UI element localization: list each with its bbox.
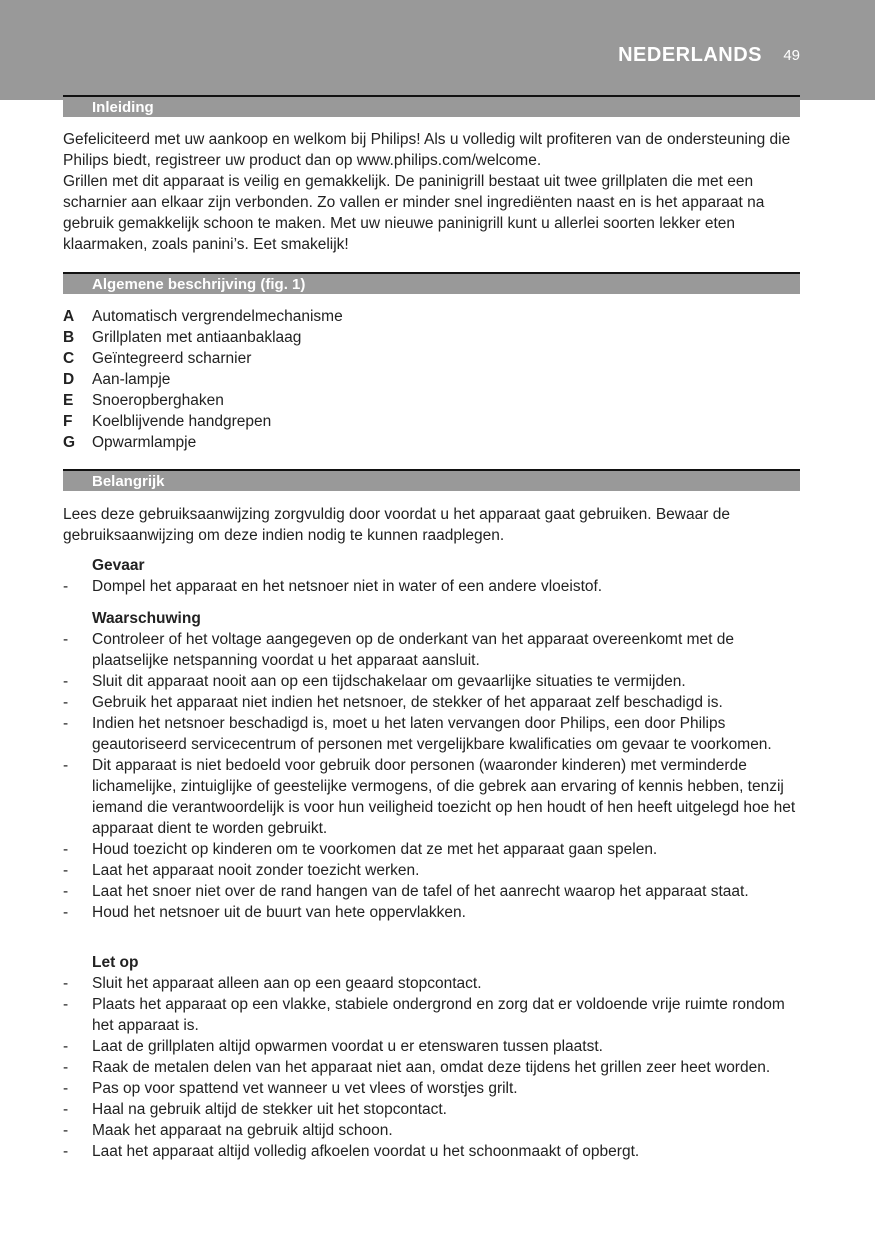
parts-list-text: Grillplaten met antiaanbaklaag <box>92 329 302 346</box>
parts-list-item <box>63 390 803 411</box>
bullet-dash: - <box>63 1080 69 1097</box>
section-heading-intro: Inleiding <box>63 95 800 117</box>
bullet-dash: - <box>63 631 69 648</box>
caution-heading: Let op <box>92 954 139 971</box>
parts-list-text: Opwarmlampje <box>92 434 197 451</box>
warning-list-text: Sluit dit apparaat nooit aan op een tijdschakelaar om gevaarlijke situaties te vermijden. <box>92 673 686 690</box>
caution-list-text: Laat de grillplaten altijd opwarmen voordat u er etenswaren tussen plaatst. <box>92 1038 603 1055</box>
parts-list-letter: B <box>63 329 75 346</box>
bullet-dash: - <box>63 1122 69 1139</box>
danger-list-item <box>63 576 803 597</box>
bullet-dash: - <box>63 673 69 690</box>
page-number: 49 <box>783 47 800 64</box>
bullet-dash: - <box>63 904 69 921</box>
warning-list-item <box>63 755 803 839</box>
warning-list <box>63 629 803 923</box>
parts-list-text: Snoeropberghaken <box>92 392 224 409</box>
parts-list-letter: F <box>63 413 73 430</box>
parts-list-letter: A <box>63 308 75 325</box>
caution-list-item <box>63 1099 803 1120</box>
caution-list-text: Haal na gebruik altijd de stekker uit het stopcontact. <box>92 1101 447 1118</box>
parts-list-letter: G <box>63 434 76 451</box>
warning-list-item <box>63 860 803 881</box>
warning-heading: Waarschuwing <box>92 610 201 627</box>
parts-list-text: Koelblijvende handgrepen <box>92 413 272 430</box>
warning-list-text: Laat het snoer niet over de rand hangen van de tafel of het aanrecht waarop het apparaat staat. <box>92 883 749 900</box>
warning-list-item <box>63 902 803 923</box>
bullet-dash: - <box>63 1143 69 1160</box>
bullet-dash: - <box>63 841 69 858</box>
warning-list-text: Gebruik het apparaat niet indien het netsnoer, de stekker of het apparaat zelf beschadigd is. <box>92 694 723 711</box>
parts-list-item <box>63 369 803 390</box>
caution-list-item <box>63 994 803 1036</box>
warning-list-item <box>63 713 803 755</box>
parts-list-text: Geïntegreerd scharnier <box>92 350 252 367</box>
caution-list-item <box>63 1078 803 1099</box>
warning-list-item <box>63 671 803 692</box>
parts-list-item <box>63 411 803 432</box>
caution-list <box>63 973 803 1162</box>
caution-list-item <box>63 1057 803 1078</box>
bullet-dash: - <box>63 862 69 879</box>
danger-list-text: Dompel het apparaat en het netsnoer niet in water of een andere vloeistof. <box>92 578 603 595</box>
parts-list-item <box>63 306 803 327</box>
caution-list-text: Sluit het apparaat alleen aan op een geaard stopcontact. <box>92 975 482 992</box>
section-heading-description: Algemene beschrijving (fig. 1) <box>63 272 800 294</box>
parts-list <box>63 306 803 453</box>
warning-list-text: Dit apparaat is niet bedoeld voor gebruik door personen (waaronder kinderen) met verminderde lichamelijke, zintuiglijke of geestelijke vermogens, of die gebrek aan ervaring of kennis hebben, tenzij iemand die verantwoordelijk is voor hun veiligheid toezicht op hen houdt of hen heeft uitgelegd hoe het apparaat dient te worden gebruikt. <box>92 757 796 837</box>
parts-list-item <box>63 327 803 348</box>
caution-list-text: Maak het apparaat na gebruik altijd schoon. <box>92 1122 393 1139</box>
bullet-dash: - <box>63 1038 69 1055</box>
caution-list-text: Laat het apparaat altijd volledig afkoelen voordat u het schoonmaakt of opbergt. <box>92 1143 640 1160</box>
section-heading-important: Belangrijk <box>63 469 800 491</box>
intro-paragraph-2: Grillen met dit apparaat is veilig en gemakkelijk. De paninigrill bestaat uit twee grillplaten die met een scharnier aan elkaar zijn verbonden. Zo vallen er minder snel ingrediënten naast en is het apparaat na gebruik gemakkelijk schoon te maken. Met uw nieuwe paninigrill kunt u allerlei soorten lekker eten klaarmaken, zoals panini’s. Eet smakelijk! <box>63 173 765 253</box>
bullet-dash: - <box>63 1101 69 1118</box>
warning-list-text: Controleer of het voltage aangegeven op de onderkant van het apparaat overeenkomt met de plaatselijke netspanning voordat u het apparaat aansluit. <box>92 631 734 669</box>
warning-list-text: Houd toezicht op kinderen om te voorkomen dat ze met het apparaat gaan spelen. <box>92 841 658 858</box>
parts-list-letter: D <box>63 371 75 388</box>
bullet-dash: - <box>63 1059 69 1076</box>
caution-list-text: Pas op voor spattend vet wanneer u vet vlees of worstjes grilt. <box>92 1080 518 1097</box>
danger-heading: Gevaar <box>92 557 145 574</box>
page-header-bar <box>0 0 875 100</box>
warning-list-item <box>63 692 803 713</box>
caution-list-text: Raak de metalen delen van het apparaat niet aan, omdat deze tijdens het grillen zeer heet worden. <box>92 1059 771 1076</box>
bullet-dash: - <box>63 996 69 1013</box>
language-label: NEDERLANDS <box>618 44 762 66</box>
parts-list-letter: C <box>63 350 75 367</box>
warning-list-text: Laat het apparaat nooit zonder toezicht werken. <box>92 862 420 879</box>
parts-list-item <box>63 432 803 453</box>
danger-list <box>63 576 803 597</box>
caution-list-item <box>63 1141 803 1162</box>
parts-list-text: Automatisch vergrendelmechanisme <box>92 308 343 325</box>
bullet-dash: - <box>63 578 69 595</box>
intro-paragraph-1: Gefeliciteerd met uw aankoop en welkom bij Philips! Als u volledig wilt profiteren van de ondersteuning die Philips biedt, registreer uw product dan op www.philips.com/welcome. <box>63 131 791 169</box>
caution-list-item <box>63 1036 803 1057</box>
parts-list-text: Aan-lampje <box>92 371 171 388</box>
important-intro: Lees deze gebruiksaanwijzing zorgvuldig door voordat u het apparaat gaat gebruiken. Bewaar de gebruiksaanwijzing om deze indien nodig te kunnen raadplegen. <box>63 506 730 544</box>
bullet-dash: - <box>63 694 69 711</box>
warning-list-text: Indien het netsnoer beschadigd is, moet u het laten vervangen door Philips, een door Philips geautoriseerd servicecentrum of personen met vergelijkbare kwalificaties om gevaar te voorkomen. <box>92 715 772 753</box>
parts-list-letter: E <box>63 392 74 409</box>
warning-list-text: Houd het netsnoer uit de buurt van hete oppervlakken. <box>92 904 466 921</box>
caution-list-text: Plaats het apparaat op een vlakke, stabiele ondergrond en zorg dat er voldoende vrije ruimte rondom het apparaat is. <box>92 996 785 1034</box>
caution-list-item <box>63 973 803 994</box>
warning-list-item <box>63 629 803 671</box>
bullet-dash: - <box>63 883 69 900</box>
parts-list-item <box>63 348 803 369</box>
bullet-dash: - <box>63 757 69 774</box>
caution-list-item <box>63 1120 803 1141</box>
warning-list-item <box>63 839 803 860</box>
bullet-dash: - <box>63 715 69 732</box>
bullet-dash: - <box>63 975 69 992</box>
warning-list-item <box>63 881 803 902</box>
